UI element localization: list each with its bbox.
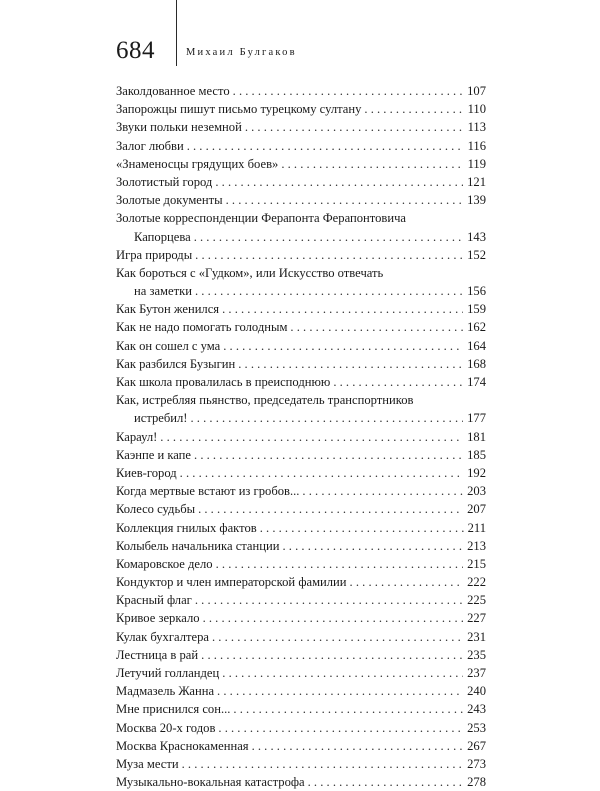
toc-entry-title: Красный флаг — [116, 593, 192, 608]
toc-entry-title: Кондуктор и член императорской фамилии — [116, 575, 347, 590]
dot-leader — [215, 719, 463, 737]
dot-leader — [177, 464, 463, 482]
dot-leader — [198, 646, 463, 664]
toc-entry-page: 215 — [467, 556, 486, 571]
toc-entry — [116, 428, 486, 446]
dot-leader — [249, 737, 464, 755]
toc-entry-page: 159 — [467, 302, 486, 317]
toc-entry — [116, 155, 486, 173]
toc-entry-continuation — [134, 282, 486, 300]
dot-leader — [179, 755, 464, 773]
toc-entry-title: Как бороться с «Гудком», или Искусство отвечать — [116, 265, 384, 280]
toc-entry — [116, 355, 486, 373]
dot-leader — [191, 228, 463, 246]
toc-entry-page: 213 — [467, 538, 486, 553]
toc-entry — [116, 318, 486, 336]
toc-entry — [116, 373, 486, 391]
toc-entry-title: Кулак бухгалтера — [116, 629, 209, 644]
dot-leader — [212, 173, 463, 191]
toc-entry-page: 168 — [467, 356, 486, 371]
toc-entry-page: 225 — [467, 593, 486, 608]
toc-entry-page: 121 — [467, 174, 486, 189]
dot-leader — [192, 591, 463, 609]
toc-entry-page: 139 — [467, 193, 486, 208]
dot-leader — [242, 118, 464, 136]
dot-leader — [192, 246, 463, 264]
toc-entry — [116, 482, 486, 500]
toc-entry-title: Как школа провалилась в преисподнюю — [116, 375, 331, 390]
dot-leader — [278, 155, 463, 173]
dot-leader — [299, 482, 463, 500]
toc-entry-title: Заколдованное место — [116, 84, 230, 98]
toc-entry-page: 174 — [467, 375, 486, 390]
page-number: 684 — [116, 37, 155, 64]
toc-entry-page: 237 — [467, 666, 486, 681]
toc-entry — [116, 537, 486, 555]
toc-entry-title: Киев-город — [116, 465, 177, 480]
toc-entry — [116, 573, 486, 591]
toc-entry-title: Москва Краснокаменная — [116, 738, 249, 753]
toc-entry-title-continued: истребил! — [134, 411, 188, 426]
toc-entry-title: Когда мертвые встают из гробов... — [116, 484, 300, 499]
toc-entry-page: 231 — [467, 629, 486, 644]
table-of-contents — [116, 82, 486, 791]
toc-entry — [116, 664, 486, 682]
toc-entry-title: «Знаменосцы грядущих боев» — [116, 156, 279, 171]
dot-leader — [195, 500, 463, 518]
toc-entry — [116, 82, 486, 100]
toc-entry-page: 181 — [467, 429, 486, 444]
dot-leader — [219, 300, 463, 318]
dot-leader — [230, 700, 463, 718]
toc-entry-page: 267 — [467, 738, 486, 753]
toc-entry — [116, 137, 486, 155]
toc-entry — [116, 591, 486, 609]
toc-entry — [116, 719, 486, 737]
toc-entry-title-continued: Капорцева — [134, 229, 191, 244]
toc-entry-page: 240 — [467, 684, 486, 699]
dot-leader — [214, 682, 463, 700]
toc-entry-page: 164 — [467, 338, 486, 353]
toc-entry-page: 222 — [467, 575, 486, 590]
toc-entry-page: 253 — [467, 720, 486, 735]
dot-leader — [223, 191, 464, 209]
toc-entry-title: Мадмазель Жанна — [116, 684, 215, 699]
running-head-author: Михаил Булгаков — [186, 47, 297, 58]
dot-leader — [191, 446, 463, 464]
dot-leader — [235, 355, 463, 373]
toc-entry-page: 235 — [467, 647, 486, 662]
toc-entry-title: Музыкально-вокальная катастрофа — [116, 775, 305, 790]
toc-entry — [116, 173, 486, 191]
toc-entry-page: 211 — [467, 520, 486, 535]
toc-entry — [116, 773, 486, 791]
toc-entry — [116, 609, 486, 627]
toc-entry — [116, 737, 486, 755]
dot-leader — [219, 664, 463, 682]
toc-entry — [116, 264, 486, 300]
toc-entry — [116, 191, 486, 209]
toc-entry — [116, 682, 486, 700]
toc-entry-page: 107 — [467, 84, 486, 98]
toc-entry-page: 162 — [467, 320, 486, 335]
toc-entry-title: Звуки польки неземной — [116, 120, 242, 135]
toc-entry-page: 143 — [467, 229, 486, 244]
toc-entry-page: 207 — [467, 502, 486, 517]
toc-entry-title: Муза мести — [116, 756, 179, 771]
toc-entry-page: 119 — [467, 156, 486, 171]
toc-entry — [116, 555, 486, 573]
toc-entry-page: 278 — [467, 775, 486, 790]
toc-entry — [116, 300, 486, 318]
dot-leader — [200, 609, 464, 627]
toc-entry-title: Залог любви — [116, 138, 184, 153]
toc-entry — [116, 464, 486, 482]
toc-entry-title: Комаровское дело — [116, 556, 213, 571]
toc-entry-title: Золотые корреспонденции Ферапонта Ферапонтовича — [116, 211, 407, 226]
toc-entry-title: Как, истребляя пьянство, председатель транспортников — [116, 393, 414, 408]
dot-leader — [157, 428, 463, 446]
toc-entry — [116, 118, 486, 136]
toc-entry — [116, 446, 486, 464]
toc-entry — [116, 700, 486, 718]
toc-entry-page: 152 — [467, 247, 486, 262]
toc-entry-title: Как разбился Бузыгин — [116, 356, 236, 371]
toc-entry-page: 185 — [467, 447, 486, 462]
toc-entry — [116, 391, 486, 427]
toc-entry-page: 243 — [467, 702, 486, 717]
toc-entry-page: 156 — [467, 284, 486, 299]
dot-leader — [192, 282, 463, 300]
toc-entry — [116, 246, 486, 264]
dot-leader — [188, 409, 464, 427]
toc-entry-title: Москва 20-х годов — [116, 720, 216, 735]
toc-entry-title: Кривое зеркало — [116, 611, 200, 626]
toc-entry-continuation — [134, 228, 486, 246]
toc-entry-title-continued: на заметки — [134, 284, 192, 299]
toc-entry-title: Каэнпе и капе — [116, 447, 192, 462]
toc-entry — [116, 755, 486, 773]
header-divider-line — [176, 0, 177, 66]
toc-entry — [116, 337, 486, 355]
toc-entry-title: Колесо судьбы — [116, 502, 196, 517]
toc-entry-page: 192 — [467, 465, 486, 480]
toc-entry-title: Игра природы — [116, 247, 193, 262]
toc-entry-title: Коллекция гнилых фактов — [116, 520, 257, 535]
toc-entry-page: 177 — [467, 411, 486, 426]
toc-entry — [116, 500, 486, 518]
toc-entry-title: Летучий голландец — [116, 666, 220, 681]
toc-entry-title: Как не надо помогать голодным — [116, 320, 288, 335]
toc-entry-title: Лестница в рай — [116, 647, 199, 662]
toc-entry-title: Золотистый город — [116, 174, 213, 189]
dot-leader — [280, 537, 464, 555]
toc-entry-page: 116 — [467, 138, 486, 153]
toc-entry-page: 203 — [467, 484, 486, 499]
toc-entry-title: Колыбель начальника станции — [116, 538, 280, 553]
dot-leader — [230, 82, 463, 100]
toc-entry — [116, 646, 486, 664]
toc-entry-title: Как Бутон женился — [116, 302, 220, 317]
dot-leader — [347, 573, 464, 591]
toc-entry-continuation — [134, 409, 486, 427]
toc-entry-page: 110 — [467, 102, 486, 117]
toc-entry — [116, 628, 486, 646]
toc-entry — [116, 209, 486, 245]
toc-entry-page: 227 — [467, 611, 486, 626]
dot-leader — [287, 318, 463, 336]
toc-entry-title: Караул! — [116, 429, 158, 444]
toc-entry-page: 273 — [467, 756, 486, 771]
toc-entry-title: Золотые документы — [116, 193, 223, 208]
toc-entry — [116, 519, 486, 537]
dot-leader — [213, 555, 464, 573]
dot-leader — [305, 773, 463, 791]
toc-entry-title: Мне приснился сон... — [116, 702, 231, 717]
dot-leader — [209, 628, 463, 646]
dot-leader — [184, 137, 464, 155]
dot-leader — [257, 519, 464, 537]
toc-entry — [116, 100, 486, 118]
dot-leader — [220, 337, 463, 355]
toc-entry-page: 113 — [467, 120, 486, 135]
toc-entry-title: Запорожцы пишут письмо турецкому султану — [116, 102, 362, 117]
dot-leader — [330, 373, 463, 391]
dot-leader — [361, 100, 463, 118]
toc-entry-title: Как он сошел с ума — [116, 338, 221, 353]
